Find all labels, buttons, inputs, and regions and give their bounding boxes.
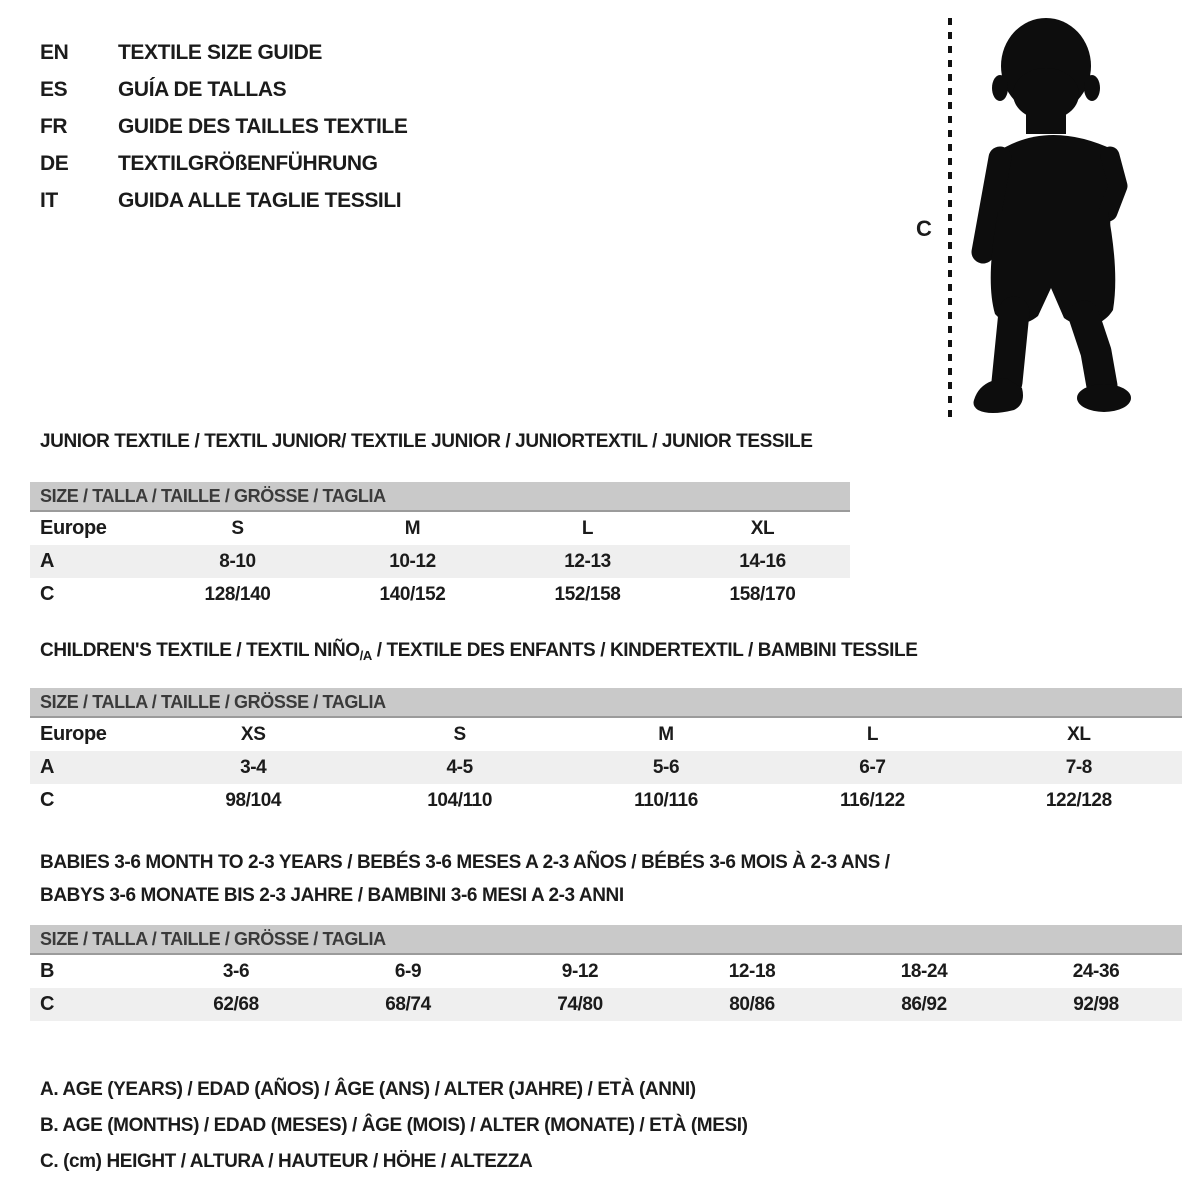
size-cell: L	[866, 723, 879, 745]
size-cell: 12-18	[728, 960, 776, 982]
children-title-subscript: /A	[359, 648, 372, 663]
legend-notes	[40, 1072, 748, 1180]
size-cell: 3-4	[240, 756, 267, 778]
size-cell: 98/104	[225, 789, 282, 811]
row-label: C	[40, 789, 55, 811]
babies-size-table	[30, 925, 1182, 1021]
row-label: C	[40, 583, 55, 605]
row-label: A	[40, 550, 55, 572]
size-cell: 5-6	[652, 756, 680, 778]
babies-title-line2: BABYS 3-6 MONATE BIS 2-3 JAHRE / BAMBINI 3-6 MESI A 2-3 ANNI	[40, 885, 624, 906]
size-cell: 80/86	[729, 993, 775, 1015]
size-cell: 18-24	[900, 960, 948, 982]
size-cell: 86/92	[901, 993, 947, 1015]
size-cell: 62/68	[213, 993, 259, 1015]
lang-code: DE	[40, 152, 69, 175]
size-cell: 7-8	[1065, 756, 1092, 778]
lang-row-it	[40, 182, 407, 219]
size-cell: 4-5	[446, 756, 473, 778]
size-cell: 158/170	[729, 583, 796, 605]
size-cell: 8-10	[219, 550, 256, 572]
size-cell: L	[581, 517, 594, 539]
junior-size-table	[30, 482, 850, 611]
toddler-silhouette-icon	[962, 16, 1142, 420]
size-header-bar	[30, 925, 1182, 955]
children-section-title	[40, 640, 917, 663]
size-cell: 10-12	[389, 550, 436, 572]
lang-code: EN	[40, 41, 69, 64]
lang-row-de	[40, 145, 407, 182]
table-row-months	[30, 955, 1182, 988]
size-cell: M	[404, 517, 421, 539]
size-header-label: SIZE / TALLA / TAILLE / GRÖSSE / TAGLIA	[40, 691, 386, 712]
row-label: B	[40, 960, 55, 982]
lang-code: FR	[40, 115, 68, 138]
children-title-part2: / TEXTILE DES ENFANTS / KINDERTEXTIL / BAMBINI TESSILE	[371, 640, 918, 661]
size-cell: S	[453, 723, 466, 745]
size-cell: 6-7	[859, 756, 886, 778]
lang-label: TEXTILGRÖßENFÜHRUNG	[118, 152, 378, 175]
table-row-height	[30, 988, 1182, 1021]
size-cell: XL	[1067, 723, 1091, 745]
lang-label: GUÍA DE TALLAS	[118, 78, 287, 101]
size-cell: XS	[240, 723, 266, 745]
size-cell: 14-16	[739, 550, 786, 572]
size-cell: 9-12	[561, 960, 599, 982]
babies-title-line1: BABIES 3-6 MONTH TO 2-3 YEARS / BEBÉS 3-6 MESES A 2-3 AÑOS / BÉBÉS 3-6 MOIS À 2-3 ANS /	[40, 852, 890, 873]
size-cell: 24-36	[1072, 960, 1120, 982]
size-header-bar	[30, 482, 850, 512]
size-cell: 140/152	[379, 583, 446, 605]
table-row-age	[30, 751, 1182, 784]
row-label: Europe	[40, 723, 107, 745]
table-row-age	[30, 545, 850, 578]
size-header-bar	[30, 688, 1182, 718]
lang-row-fr	[40, 108, 407, 145]
table-row-height	[30, 578, 850, 611]
size-header-label: SIZE / TALLA / TAILLE / GRÖSSE / TAGLIA	[40, 928, 386, 949]
children-size-table	[30, 688, 1182, 817]
size-cell: 104/110	[427, 789, 493, 811]
junior-section-title: JUNIOR TEXTILE / TEXTIL JUNIOR/ TEXTILE JUNIOR / JUNIORTEXTIL / JUNIOR TESSILE	[40, 431, 813, 452]
size-cell: 74/80	[557, 993, 603, 1015]
size-cell: 68/74	[385, 993, 431, 1015]
dashed-measure-line	[946, 18, 954, 420]
row-label: A	[40, 756, 55, 778]
size-cell: 128/140	[204, 583, 271, 605]
lang-label: TEXTILE SIZE GUIDE	[118, 41, 322, 64]
children-title-part1: CHILDREN'S TEXTILE / TEXTIL NIÑO	[40, 640, 360, 661]
babies-section-title	[40, 846, 890, 912]
table-row-europe	[30, 718, 1182, 751]
size-cell: 6-9	[394, 960, 422, 982]
lang-label: GUIDE DES TAILLES TEXTILE	[118, 115, 408, 138]
row-label: Europe	[40, 517, 107, 539]
size-cell: 110/116	[634, 789, 698, 811]
note-height-cm: C. (cm) HEIGHT / ALTURA / HAUTEUR / HÖHE / ALTEZZA	[40, 1151, 533, 1172]
lang-code: ES	[40, 78, 68, 101]
height-measure-label: C	[916, 216, 932, 241]
height-measure-figure	[900, 14, 1170, 426]
size-cell: 3-6	[222, 960, 250, 982]
size-cell: 116/122	[840, 789, 905, 811]
size-cell: 152/158	[554, 583, 621, 605]
size-cell: 12-13	[564, 550, 611, 572]
lang-label: GUIDA ALLE TAGLIE TESSILI	[118, 189, 402, 212]
size-header-label: SIZE / TALLA / TAILLE / GRÖSSE / TAGLIA	[40, 485, 386, 506]
size-cell: 92/98	[1073, 993, 1119, 1015]
size-cell: S	[231, 517, 244, 539]
lang-row-es	[40, 71, 407, 108]
row-label: C	[40, 993, 55, 1015]
table-row-height	[30, 784, 1182, 817]
size-cell: 122/128	[1045, 789, 1112, 811]
lang-row-en	[40, 34, 407, 71]
lang-code: IT	[40, 189, 58, 212]
note-age-months: B. AGE (MONTHS) / EDAD (MESES) / ÂGE (MOIS) / ALTER (MONATE) / ETÀ (MESI)	[40, 1115, 748, 1136]
size-cell: M	[658, 723, 674, 745]
table-row-europe	[30, 512, 850, 545]
language-header	[40, 34, 407, 219]
note-age-years: A. AGE (YEARS) / EDAD (AÑOS) / ÂGE (ANS) / ALTER (JAHRE) / ETÀ (ANNI)	[40, 1079, 696, 1100]
size-cell: XL	[750, 517, 775, 539]
